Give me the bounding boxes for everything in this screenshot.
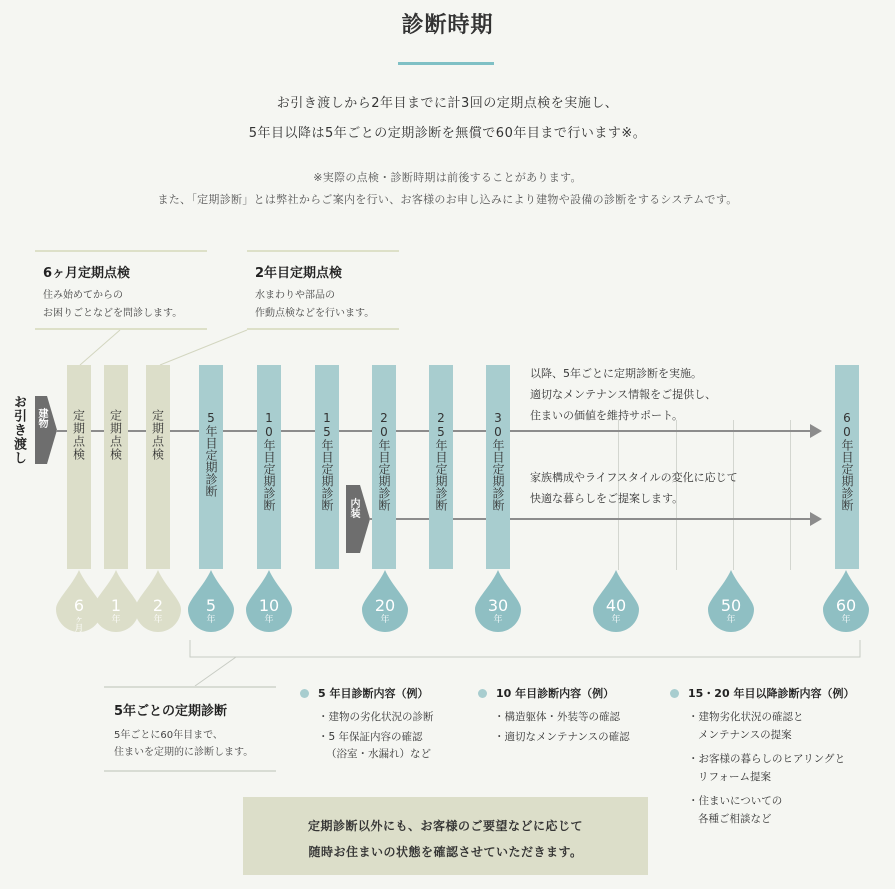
upper-note <box>530 363 716 426</box>
year15-details <box>670 685 890 829</box>
six-month-connector <box>80 330 120 365</box>
five-year-title: 5年ごとの定期診断 <box>114 704 228 719</box>
year5-item-2: ・5 年保証内容の確認 <box>318 731 423 743</box>
drop-marker-60 <box>823 570 869 632</box>
page-title: 診断時期 <box>401 13 494 38</box>
drop-number: 20 <box>374 596 396 615</box>
footer-box <box>243 797 648 875</box>
building-arrow-head <box>810 424 822 438</box>
six-month-desc-line1: 住み始めてからの <box>43 290 123 301</box>
drop-marker-1 <box>93 570 139 632</box>
interior-arrow-head <box>810 512 822 526</box>
bullet-dot <box>300 689 309 698</box>
drop-number: 6 <box>73 596 85 615</box>
diagnosis-column-25y: 25年目定期診断 <box>429 365 453 569</box>
drop-number: 1 <box>110 596 122 615</box>
year5-details <box>300 685 480 764</box>
drop-number: 60 <box>835 596 857 615</box>
year5-title: 5 年目診断内容（例） <box>318 687 429 700</box>
five-year-desc <box>114 727 276 761</box>
handover-label: お引き渡し <box>11 395 26 465</box>
drop-marker-10 <box>246 570 292 632</box>
year15-item-3: ・お客様の暮らしのヒアリングと <box>688 753 846 765</box>
two-year-desc-line1: 水まわりや部品の <box>255 290 335 301</box>
drop-unit: 年 <box>841 615 851 625</box>
inspection-column-2y: 定期点検 <box>146 365 170 569</box>
drop-unit: 年 <box>264 615 274 625</box>
drop-number: 50 <box>720 596 742 615</box>
interior-arrow-tag <box>346 485 370 553</box>
five-year-bracket <box>190 640 860 657</box>
drop-marker-2 <box>135 570 181 632</box>
drop-unit: 年 <box>726 615 736 625</box>
lower-note-line1: 家族構成やライフスタイルの変化に応じて <box>530 471 738 484</box>
drop-unit: 年 <box>493 615 503 625</box>
drop-number: 2 <box>152 596 164 615</box>
lower-note-line2: 快適な暮らしをご提案します。 <box>530 492 684 505</box>
drop-marker-20 <box>362 570 408 632</box>
drop-unit: 年 <box>153 615 163 625</box>
inspection-column-1y: 定期点検 <box>104 365 128 569</box>
note-line-1: ※実際の点検・診断時期は前後することがあります。 <box>313 171 582 184</box>
intro-line-1: お引き渡しから2年目までに計3回の定期点検を実施し、 <box>276 96 619 111</box>
building-arrow-tag <box>35 396 57 464</box>
year5-heading <box>300 685 480 701</box>
two-year-title: 2年目定期点検 <box>255 266 343 281</box>
year10-details <box>478 685 668 747</box>
intro-line-2: 5年目以降は5年ごとの定期診断を無償で60年目まで行います※。 <box>248 126 647 141</box>
year15-item-2: メンテナンスの提案 <box>698 729 792 741</box>
interior-tag-label: 内装 <box>348 498 359 518</box>
inspection-column-6m: 定期点検 <box>67 365 91 569</box>
two-year-connector <box>160 330 247 365</box>
diagnosis-column-60y: 60年目定期診断 <box>835 365 859 569</box>
footer-line2: 随時お住まいの状態を確認させていただきます。 <box>308 845 583 859</box>
drop-marker-5 <box>188 570 234 632</box>
drop-marker-50 <box>708 570 754 632</box>
diagnosis-column-10y: 10年目定期診断 <box>257 365 281 569</box>
drop-number: 5 <box>205 596 217 615</box>
diagnosis-column-5y: 5年目定期診断 <box>199 365 223 569</box>
five-year-desc-line1: 5年ごとに60年目まで、 <box>114 730 223 741</box>
year10-item-1: ・構造躯体・外装等の確認 <box>494 711 620 723</box>
drop-number: 40 <box>605 596 627 615</box>
bullet-dot <box>478 689 487 698</box>
lower-note <box>530 467 738 509</box>
drop-marker-40 <box>593 570 639 632</box>
year5-item-3: （浴室・水漏れ）など <box>326 748 431 760</box>
year10-heading <box>478 685 668 701</box>
drop-marker-30 <box>475 570 521 632</box>
year15-item-6: 各種ご相談など <box>698 813 772 825</box>
upper-note-line2: 適切なメンテナンス情報をご提供し、 <box>530 388 717 401</box>
drop-number: 30 <box>487 596 509 615</box>
two-year-desc-line2: 作動点検などを行います。 <box>255 308 375 319</box>
upper-note-line3: 住まいの価値を維持サポート。 <box>530 409 684 422</box>
note-line-2: また、「定期診断」とは弊社からご案内を行い、お客様のお申し込みにより建物や設備の診断をするシステムです。 <box>157 193 738 206</box>
year10-title: 10 年目診断内容（例） <box>496 687 615 700</box>
drop-unit: 年 <box>611 615 621 625</box>
diagnosis-column-20y: 20年目定期診断 <box>372 365 396 569</box>
year15-item-4: リフォーム提案 <box>698 771 771 783</box>
drop-unit: 年 <box>206 615 216 625</box>
year15-item-1: ・建物劣化状況の確認と <box>688 711 804 723</box>
five-year-connector <box>195 657 236 686</box>
footer-line1: 定期診断以外にも、お客様のご要望などに応じて <box>307 819 583 833</box>
six-month-desc-line2: お困りごとなどを問診します。 <box>43 308 183 319</box>
building-tag-label: 建物 <box>36 408 47 428</box>
year10-item-2: ・適切なメンテナンスの確認 <box>494 731 630 743</box>
year5-item-1: ・建物の劣化状況の診断 <box>318 711 434 723</box>
year15-item-5: ・住まいについての <box>688 795 783 807</box>
upper-note-line1: 以降、5年ごとに定期診断を実施。 <box>530 367 702 380</box>
six-month-title: 6ヶ月定期点検 <box>43 266 131 281</box>
diagnosis-column-15y: 15年目定期診断 <box>315 365 339 569</box>
drop-unit: 年 <box>380 615 390 625</box>
diagnosis-column-30y: 30年目定期診断 <box>486 365 510 569</box>
grid-line-55 <box>790 420 791 570</box>
year15-title: 15・20 年目以降診断内容（例） <box>688 687 855 700</box>
year15-heading <box>670 685 890 701</box>
drop-unit: 年 <box>111 615 121 625</box>
five-year-callout <box>104 686 276 772</box>
five-year-desc-line2: 住まいを定期的に診断します。 <box>114 747 254 758</box>
drop-number: 10 <box>258 596 280 615</box>
drop-unit: ヶ 月 <box>74 615 84 634</box>
bullet-dot <box>670 689 679 698</box>
